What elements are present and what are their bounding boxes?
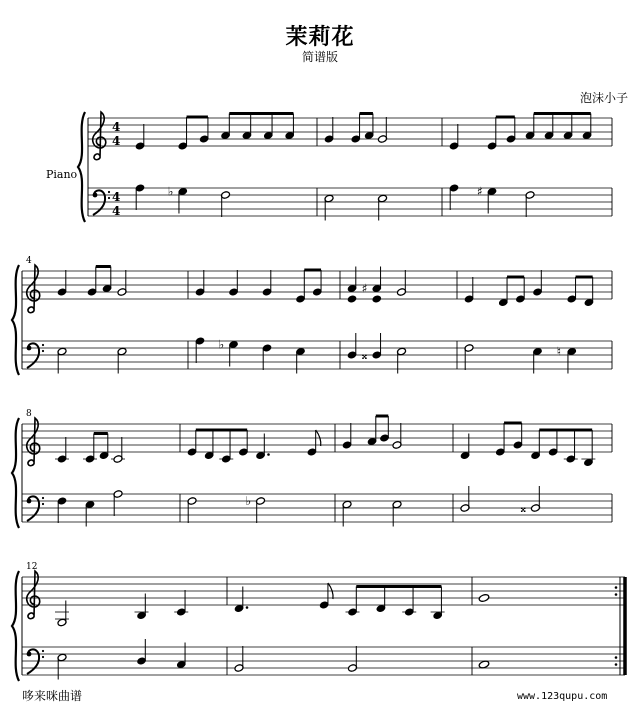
treble-note-head [347,295,357,304]
bass-clef-dot-lower [108,197,110,199]
treble-accidental-icon: ♯ [361,281,368,296]
repeat-dot [615,656,618,659]
footer-url: www.123qupu.com [517,691,608,702]
bass-clef-icon [93,190,111,215]
bass-accidental-icon: ♭ [245,494,252,508]
bass-accidental-icon: 𝄪 [520,501,526,515]
instrument-label: Piano [46,168,78,181]
bass-clef-dot-upper [108,191,110,193]
treble-dot [246,606,249,609]
treble-clef-icon [27,571,40,619]
composer-name: 泡沫小子 [580,91,629,105]
bass-accidental-icon: ♮ [556,344,562,359]
treble-clef-shape [93,112,106,160]
bass-clef-dot [27,346,32,351]
measure-number: 12 [26,562,38,572]
bass-clef-icon [27,496,45,521]
bass-clef-dot-upper [42,344,44,346]
measure-number: 8 [26,409,32,419]
grand-staff-brace [12,571,19,681]
score-title: 茉莉花 [285,25,355,50]
bass-clef-dot [27,499,32,504]
repeat-dot [615,586,618,589]
bass-clef-dot-lower [42,656,44,658]
bass-accidental-icon: 𝄪 [361,348,368,362]
bass-clef-dot-upper [42,650,44,652]
repeat-dot [615,663,618,666]
bass-clef-dot-lower [42,350,44,352]
repeat-dot [615,593,618,596]
time-signature-top: 4 [112,190,121,204]
bass-clef-dot-upper [42,497,44,499]
treble-clef-shape [27,418,40,466]
treble-dot [267,453,270,456]
treble-clef-shape [27,265,40,313]
bass-accidental-icon: ♯ [477,184,483,199]
bass-accidental-icon: ♭ [167,184,174,199]
treble-clef-shape [27,571,40,619]
footer-site-name: 哆来咪曲谱 [22,689,83,703]
treble-clef-icon [93,112,106,160]
score-subtitle: 简谱版 [301,50,338,64]
bass-clef-dot [27,652,32,657]
bass-clef-icon [27,649,45,674]
bass-clef-icon [27,343,45,368]
treble-note-head [478,593,489,602]
time-signature-top: 4 [112,120,121,134]
treble-note-head [372,295,382,304]
grand-staff-brace [12,265,19,375]
time-signature-bottom: 4 [112,204,121,218]
bass-clef-dot [93,193,98,198]
grand-staff-brace [12,418,19,528]
grand-staff-brace [78,112,85,222]
time-signature-bottom: 4 [112,134,121,148]
treble-clef-icon [27,265,40,313]
bass-clef-dot-lower [42,503,44,505]
bass-accidental-icon: ♭ [218,337,225,352]
treble-clef-icon [27,418,40,466]
measure-number: 4 [26,256,32,266]
